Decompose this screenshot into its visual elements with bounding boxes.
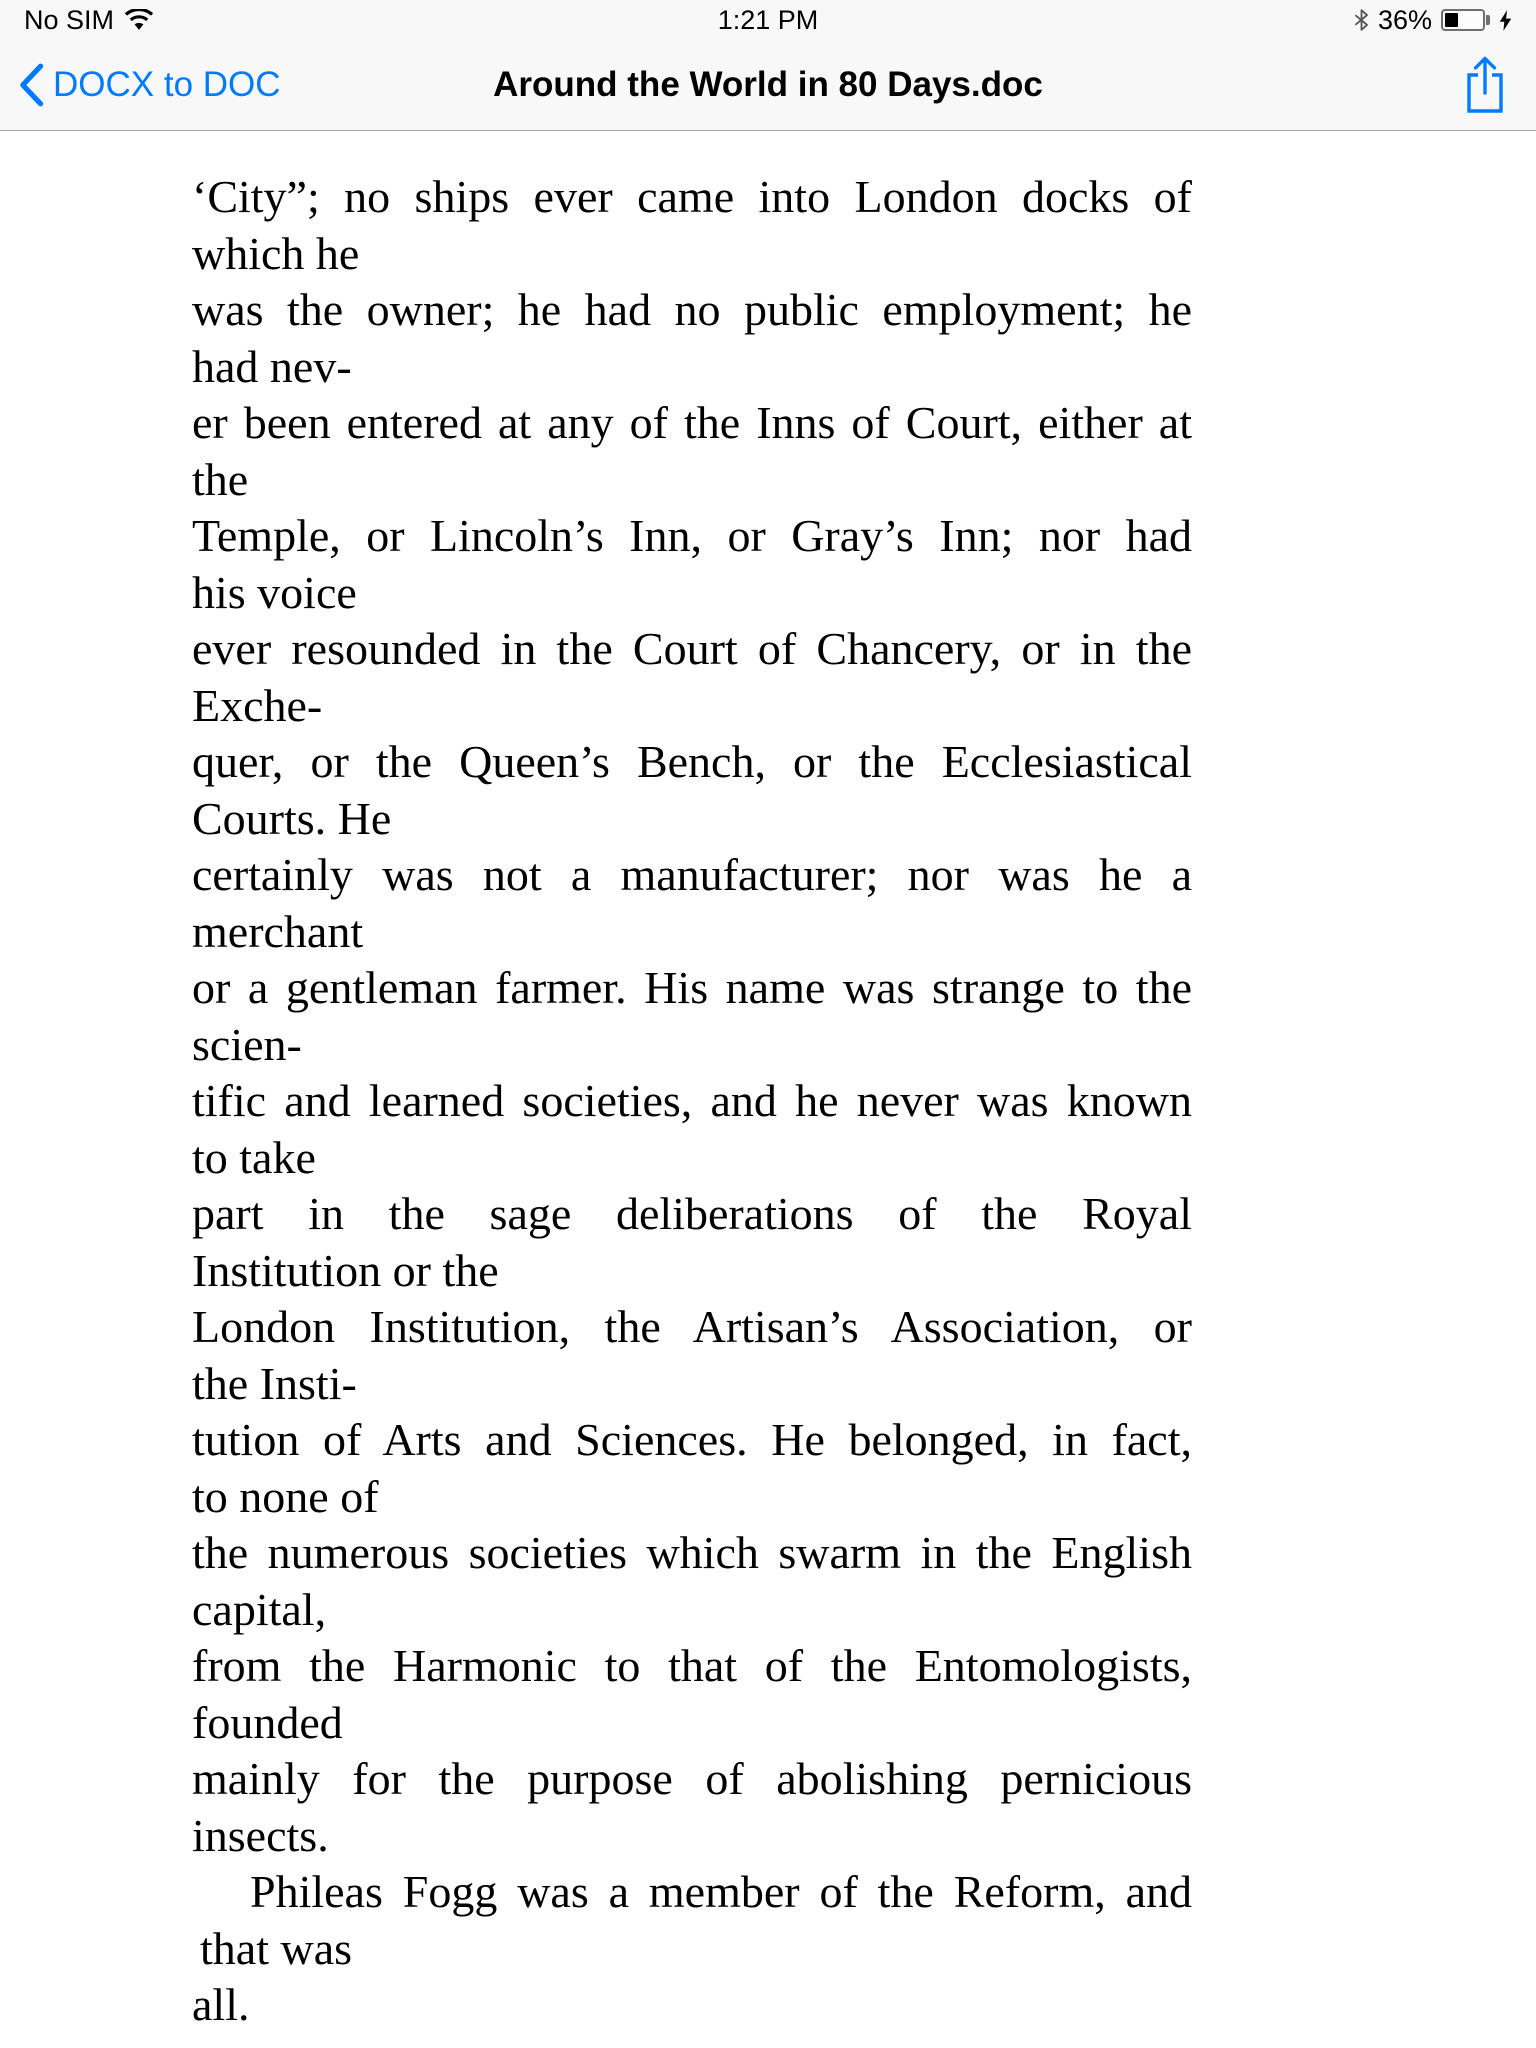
text-line: his voice <box>192 566 357 618</box>
text-line: to take <box>192 1131 316 1183</box>
text-line: was the owner; he had no public employment; he <box>192 284 1192 335</box>
text-line: scien- <box>192 1018 302 1070</box>
text-line: Institution or the <box>192 1244 499 1296</box>
text-line: had nev- <box>192 340 352 392</box>
battery-fill <box>1445 13 1458 27</box>
text-line: from the Harmonic to that of the Entomologists, <box>192 1640 1192 1691</box>
back-chevron-icon <box>18 63 44 107</box>
status-bar <box>0 0 1536 40</box>
text-line: the <box>192 453 249 505</box>
document-content[interactable] <box>0 131 1536 2034</box>
text-line: all. <box>192 1979 250 2030</box>
text-line: Temple, or Lincoln’s Inn, or Gray’s Inn; nor had <box>192 510 1192 561</box>
back-button[interactable] <box>18 63 281 107</box>
share-icon <box>1462 102 1508 119</box>
battery-percent-label: 36% <box>1377 4 1432 35</box>
text-line: certainly was not a manufacturer; nor was he a <box>192 849 1192 900</box>
text-line: tific and learned societies, and he never was known <box>192 1075 1192 1126</box>
battery-icon <box>1441 9 1490 31</box>
status-center-cluster <box>0 0 1536 40</box>
carrier-label: No SIM <box>24 4 115 35</box>
charging-bolt-icon <box>1499 10 1512 31</box>
text-line: tution of Arts and Sciences. He belonged, in fact, <box>192 1414 1192 1465</box>
bluetooth-icon <box>1354 9 1369 31</box>
text-line: which he <box>192 227 360 279</box>
text-line: capital, <box>192 1583 327 1635</box>
document-title: Around the World in 80 Days.doc <box>493 65 1043 104</box>
share-button[interactable] <box>1462 55 1508 115</box>
text-line: the numerous societies which swarm in the English <box>192 1527 1192 1578</box>
text-line: Phileas Fogg was a member of the Reform, and <box>250 1866 1192 1917</box>
text-line: insects. <box>192 1809 329 1861</box>
text-line: ‘City”; no ships ever came into London docks of <box>192 171 1192 222</box>
status-left-cluster <box>24 5 154 36</box>
text-line: ever resounded in the Court of Chancery, or in the <box>192 623 1192 674</box>
text-line: Exche- <box>192 679 323 731</box>
clock-label: 1:21 PM <box>717 4 819 35</box>
text-line: founded <box>192 1696 343 1748</box>
text-line: part in the sage deliberations of the Royal <box>192 1188 1192 1239</box>
text-line: er been entered at any of the Inns of Court, either at <box>192 397 1192 448</box>
text-line: Courts. He <box>192 792 392 844</box>
battery-cap <box>1486 15 1490 25</box>
text-line: the Insti- <box>192 1357 357 1409</box>
text-line: that was <box>200 1922 353 1974</box>
text-line: to none of <box>192 1470 379 1522</box>
text-line: merchant <box>192 905 364 957</box>
nav-bar <box>0 40 1536 130</box>
text-line: quer, or the Queen’s Bench, or the Ecclesiastical <box>192 736 1192 787</box>
text-line: mainly for the purpose of abolishing pernicious <box>192 1753 1192 1804</box>
battery-body <box>1441 9 1485 31</box>
wifi-icon <box>124 9 154 31</box>
top-chrome <box>0 0 1536 131</box>
text-line: London Institution, the Artisan’s Association, or <box>192 1301 1192 1352</box>
back-label: DOCX to DOC <box>53 65 281 104</box>
status-right-cluster <box>1354 5 1512 36</box>
text-line: or a gentleman farmer. His name was strange to the <box>192 962 1192 1013</box>
